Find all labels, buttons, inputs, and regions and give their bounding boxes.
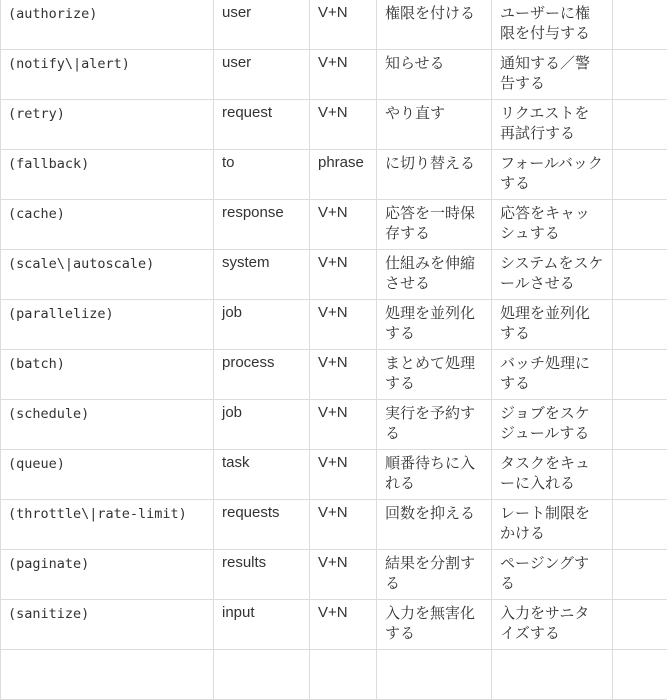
object-cell: task [214,450,310,500]
literal-translation-cell: 回数を抑える [377,500,492,550]
empty-cell [613,600,667,650]
empty-cell [613,0,667,50]
type-cell: V+N [310,450,377,500]
object-cell [214,650,310,700]
literal-translation-cell: 処理を並列化する [377,300,492,350]
natural-translation-cell: 処理を並列化する [492,300,613,350]
type-cell: V+N [310,300,377,350]
object-cell: request [214,100,310,150]
natural-translation-cell: フォールバックする [492,150,613,200]
type-cell [310,650,377,700]
object-cell: input [214,600,310,650]
type-cell: V+N [310,50,377,100]
table-row [1,50,667,100]
empty-cell [613,350,667,400]
literal-translation-cell: 結果を分割する [377,550,492,600]
object-cell: user [214,50,310,100]
empty-cell [613,50,667,100]
table-row [1,0,667,50]
natural-translation-cell: リクエストを再試行する [492,100,613,150]
natural-translation-cell: バッチ処理にする [492,350,613,400]
type-cell: V+N [310,250,377,300]
type-cell: V+N [310,0,377,50]
natural-translation-cell: ジョブをスケジュールする [492,400,613,450]
table-row [1,350,667,400]
object-cell: system [214,250,310,300]
literal-translation-cell: に切り替える [377,150,492,200]
type-cell: phrase [310,150,377,200]
pattern-cell: (sanitize) [1,600,214,650]
pattern-cell: (notify\|alert) [1,50,214,100]
empty-cell [613,100,667,150]
table-row [1,150,667,200]
natural-translation-cell: ページングする [492,550,613,600]
table-row [1,600,667,650]
natural-translation-cell: 入力をサニタイズする [492,600,613,650]
empty-cell [613,150,667,200]
object-cell: job [214,300,310,350]
literal-translation-cell: 仕組みを伸縮させる [377,250,492,300]
table-row [1,100,667,150]
object-cell: to [214,150,310,200]
table-row [1,250,667,300]
empty-cell [613,250,667,300]
literal-translation-cell: やり直す [377,100,492,150]
pattern-cell: (authorize) [1,0,214,50]
literal-translation-cell: 入力を無害化する [377,600,492,650]
pattern-cell: (scale\|autoscale) [1,250,214,300]
empty-cell [613,450,667,500]
table-row [1,400,667,450]
table-body [1,0,667,700]
table-row [1,650,667,700]
natural-translation-cell: レート制限をかける [492,500,613,550]
pattern-cell: (batch) [1,350,214,400]
literal-translation-cell: 知らせる [377,50,492,100]
empty-cell [613,400,667,450]
table-row [1,450,667,500]
object-cell: job [214,400,310,450]
empty-cell [613,650,667,700]
natural-translation-cell: システムをスケールさせる [492,250,613,300]
type-cell: V+N [310,400,377,450]
pattern-cell: (fallback) [1,150,214,200]
pattern-cell: (cache) [1,200,214,250]
table-row [1,550,667,600]
object-cell: results [214,550,310,600]
object-cell: user [214,0,310,50]
literal-translation-cell: 実行を予約する [377,400,492,450]
pattern-cell: (throttle\|rate-limit) [1,500,214,550]
pattern-cell [1,650,214,700]
empty-cell [613,500,667,550]
pattern-cell: (parallelize) [1,300,214,350]
natural-translation-cell: タスクをキューに入れる [492,450,613,500]
pattern-cell: (schedule) [1,400,214,450]
type-cell: V+N [310,350,377,400]
natural-translation-cell: ユーザーに権限を付与する [492,0,613,50]
natural-translation-cell [492,650,613,700]
type-cell: V+N [310,500,377,550]
object-cell: response [214,200,310,250]
type-cell: V+N [310,600,377,650]
table-row [1,300,667,350]
pattern-cell: (paginate) [1,550,214,600]
table-row [1,200,667,250]
literal-translation-cell: まとめて処理する [377,350,492,400]
type-cell: V+N [310,550,377,600]
natural-translation-cell: 通知する／警告する [492,50,613,100]
empty-cell [613,300,667,350]
empty-cell [613,550,667,600]
pattern-cell: (queue) [1,450,214,500]
literal-translation-cell: 順番待ちに入れる [377,450,492,500]
empty-cell [613,200,667,250]
table-row [1,500,667,550]
pattern-cell: (retry) [1,100,214,150]
natural-translation-cell: 応答をキャッシュする [492,200,613,250]
object-cell: requests [214,500,310,550]
object-cell: process [214,350,310,400]
type-cell: V+N [310,100,377,150]
literal-translation-cell: 権限を付ける [377,0,492,50]
literal-translation-cell: 応答を一時保存する [377,200,492,250]
literal-translation-cell [377,650,492,700]
type-cell: V+N [310,200,377,250]
